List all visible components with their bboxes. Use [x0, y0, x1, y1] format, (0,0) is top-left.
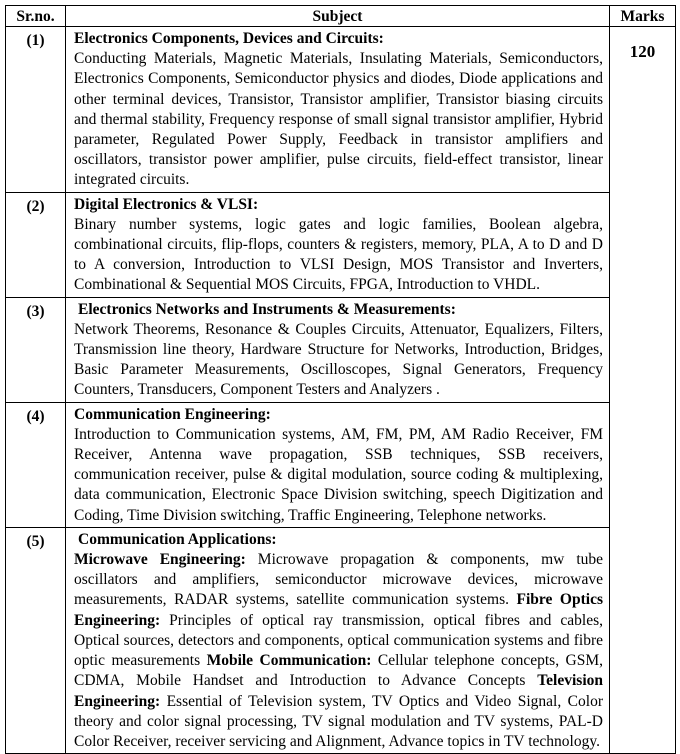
syllabus-table	[5, 5, 676, 754]
header-srno: Sr.no.	[6, 6, 66, 27]
row-body: Introduction to Communication systems, AM, FM, PM, AM Radio Receiver, FM Receiver, Antenna wave propagation, SSB techniques, SSB receivers, communication receiver, pulse & digital modulation, source coding & multiplexing, data communication, Electronic Space Division switching, speech Digitization and Coding, Time Division switching, Traffic Engineering, Telephone networks.	[74, 425, 603, 524]
table-row	[6, 192, 676, 297]
row-title: Communication Applications:	[78, 530, 277, 548]
row-srno: (2)	[6, 192, 66, 297]
row-srno: (5)	[6, 527, 66, 753]
segment-heading-television: Television Engineering:	[74, 672, 603, 710]
segment-heading-mobile: Mobile Communication:	[206, 652, 372, 670]
segment-text-mobile: Cellular telephone concepts, GSM, CDMA, Mobile Handset and Introduction to Advance Concepts	[74, 652, 604, 690]
row-subject	[66, 402, 610, 527]
row-subject	[66, 27, 610, 193]
header-marks: Marks	[610, 6, 676, 27]
table-row	[6, 402, 676, 527]
marks-cell: 120	[610, 27, 676, 754]
row-subject	[66, 297, 610, 402]
row-subject	[66, 192, 610, 297]
row-title: Electronics Components, Devices and Circuits:	[74, 30, 384, 47]
row-srno: (4)	[6, 402, 66, 527]
row-title: Electronics Networks and Instruments & Measurements:	[78, 300, 456, 318]
row-srno: (1)	[6, 27, 66, 193]
row-body: Network Theorems, Resonance & Couples Circuits, Attenuator, Equalizers, Filters, Transmission line theory, Hardware Structure for Networks, Introduction, Bridges, Basic Parameter Measurements, Oscilloscopes, Signal Generators, Frequency Counters, Transducers, Component Testers and Analyzers .	[74, 320, 603, 399]
header-row	[6, 6, 676, 27]
row-title: Communication Engineering:	[74, 405, 271, 423]
row-subject	[66, 527, 610, 753]
segment-text-microwave: Microwave propagation & components, mw tube oscillators and amplifiers, semiconductor microwave devices, microwave measurements, RADAR systems, satellite communication systems.	[74, 551, 604, 609]
row-title: Digital Electronics & VLSI:	[74, 195, 259, 213]
header-subject: Subject	[66, 6, 610, 27]
segment-heading-microwave: Microwave Engineering:	[74, 551, 246, 569]
table-row	[6, 27, 676, 193]
table-row	[6, 527, 676, 753]
segment-text-television: Essential of Television system, TV Optics and Video Signal, Color theory and color signal processing, TV signal modulation and TV systems, PAL-D Color Receiver, receiver servicing and Alignment, Advance topics in TV technology.	[74, 692, 603, 750]
row-body	[74, 551, 603, 750]
table-row	[6, 297, 676, 402]
segment-text-fibre-optics: Principles of optical ray transmission, optical fibres and cables, Optical sources, detectors and components, optical communication systems and fibre optic measurements	[74, 611, 603, 670]
row-srno: (3)	[6, 297, 66, 402]
row-body: Conducting Materials, Magnetic Materials, Insulating Materials, Semiconductors, Electronics Components, Semiconductor physics and diodes, Diode applications and other terminal devices, Transistor, Transistor amplifier, Transistor biasing circuits and thermal stability, Frequency response of small signal transistor amplifier, Hybrid parameter, Regulated Power Supply, Feedback in transistor amplifiers and oscillators, transistor power amplifier, pulse circuits, field-effect transistor, linear integrated circuits.	[74, 50, 603, 189]
segment-heading-fibre-optics: Fibre Optics Engineering:	[74, 591, 603, 629]
row-body: Binary number systems, logic gates and logic families, Boolean algebra, combinational circuits, flip-flops, counters & registers, memory, PLA, A to D and D to A conversion, Introduction to VLSI Design, MOS Transistor and Inverters, Combinational & Sequential MOS Circuits, FPGA, Introduction to VHDL.	[74, 215, 603, 294]
